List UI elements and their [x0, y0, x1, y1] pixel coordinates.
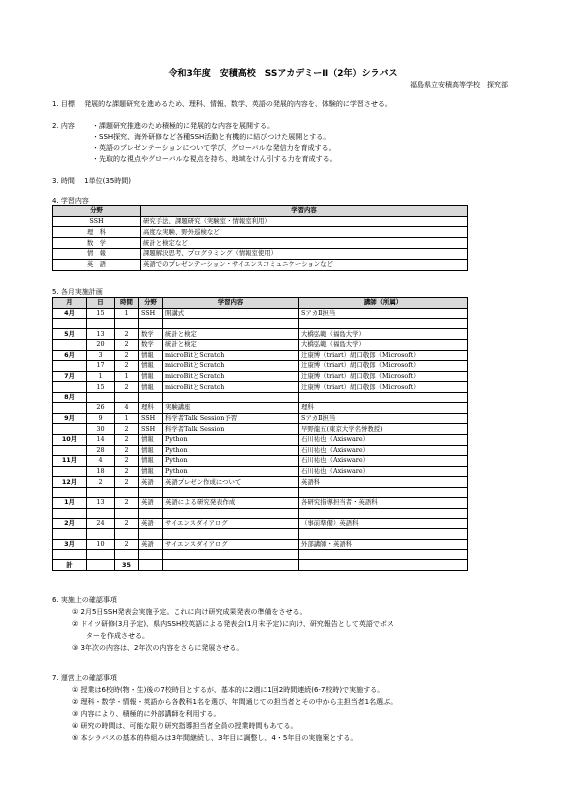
schedule-content: 英語プレゼン作成について [163, 477, 299, 488]
schedule-month [53, 382, 87, 393]
schedule-day: 13 [87, 498, 115, 509]
schedule-row [53, 434, 468, 445]
school-name: 福島県立安積高等学校 探究部 [410, 81, 508, 89]
schedule-day: 28 [87, 445, 115, 456]
schedule-field: SSH [139, 424, 163, 435]
notes-item: ターを作成させる。 [86, 632, 149, 640]
schedule-field [139, 529, 163, 539]
schedule-col-day: 日 [87, 298, 115, 309]
learning-content: 高度な実験、野外巡検など [141, 227, 468, 238]
schedule-field [139, 487, 163, 497]
schedule-row [53, 382, 468, 393]
schedule-hours: 2 [115, 498, 139, 509]
schedule-content: 科学者Talk Session [163, 424, 299, 435]
schedule-col-teacher: 講師（所属） [299, 298, 468, 309]
schedule-month [53, 445, 87, 456]
operation-heading: 7. 運営上の確認事項 [52, 674, 117, 682]
schedule-field [139, 550, 163, 560]
schedule-month [53, 361, 87, 372]
schedule-content: 統計と検定 [163, 339, 299, 350]
schedule-header-row [53, 298, 468, 309]
schedule-day: 2 [87, 477, 115, 488]
schedule-hours: 2 [115, 434, 139, 445]
schedule-hours [115, 529, 139, 539]
schedule-row [53, 456, 468, 467]
schedule-content: サイエンスダイアログ [163, 539, 299, 550]
schedule-field: 英語 [139, 518, 163, 529]
schedule-row [53, 518, 468, 529]
schedule-hours: 2 [115, 382, 139, 393]
content-item: ・先取的な視点やグローバルな視点を持ち、地域をけん引する力を育成する。 [92, 155, 337, 163]
schedule-hours [115, 319, 139, 329]
schedule-month: 4月 [53, 308, 87, 319]
schedule-row [53, 350, 468, 361]
schedule-field [139, 508, 163, 518]
learning-row [53, 238, 468, 249]
schedule-teacher: 石川祐也（Axisware） [299, 445, 468, 456]
operation-item: ② 理科・数学・情報・英語から各教科1名を選び、年間通じての担当者とその中から主担当者1名選ぶ。 [72, 698, 398, 706]
schedule-field [139, 392, 163, 402]
schedule-content [163, 487, 299, 497]
schedule-month: 12月 [53, 477, 87, 488]
schedule-day: 15 [87, 382, 115, 393]
schedule-month [53, 339, 87, 350]
schedule-month: 9月 [53, 413, 87, 424]
content-item: ・英語のプレゼンテーションについて学び、グローバルな発信力を育成する。 [92, 144, 336, 152]
schedule-hours: 2 [115, 445, 139, 456]
schedule-day: 24 [87, 518, 115, 529]
schedule-content: Python [163, 456, 299, 467]
schedule-row [53, 329, 468, 340]
schedule-hours: 2 [115, 466, 139, 477]
schedule-content: 英語による研究発表作成 [163, 498, 299, 509]
schedule-teacher: SアカⅡ担当 [299, 308, 468, 319]
schedule-hours: 1 [115, 308, 139, 319]
schedule-hours: 2 [115, 350, 139, 361]
schedule-field: 数学 [139, 329, 163, 340]
learning-row [53, 259, 468, 270]
schedule-hours: 2 [115, 477, 139, 488]
hours-text: 1単位(35時間) [84, 177, 131, 185]
schedule-row [53, 308, 468, 319]
schedule-day: 17 [87, 361, 115, 372]
schedule-field: SSH [139, 413, 163, 424]
schedule-field: 情報 [139, 371, 163, 382]
schedule-row [53, 361, 468, 372]
schedule-row [53, 392, 468, 402]
schedule-teacher: SアカⅡ担当 [299, 413, 468, 424]
schedule-teacher: 理科 [299, 403, 468, 414]
schedule-col-hours: 時間 [115, 298, 139, 309]
schedule-teacher: 石川祐也（Axisware） [299, 434, 468, 445]
schedule-teacher [299, 319, 468, 329]
learning-content: 統計と検定など [141, 238, 468, 249]
schedule-day [87, 529, 115, 539]
schedule-teacher [299, 550, 468, 560]
schedule-month: 7月 [53, 371, 87, 382]
schedule-content: 科学者Talk Session予習 [163, 413, 299, 424]
schedule-day: 1 [87, 371, 115, 382]
schedule-field: 情報 [139, 466, 163, 477]
schedule-day: 15 [87, 308, 115, 319]
schedule-hours: 1 [115, 371, 139, 382]
schedule-month: 3月 [53, 539, 87, 550]
schedule-teacher: 早野龍五(東京大学名誉教授) [299, 424, 468, 435]
schedule-day: 20 [87, 339, 115, 350]
schedule-field: 情報 [139, 382, 163, 393]
schedule-row [53, 339, 468, 350]
schedule-month: 1月 [53, 498, 87, 509]
total-label: 計 [53, 560, 87, 571]
schedule-hours: 2 [115, 456, 139, 467]
schedule-day [87, 487, 115, 497]
notes-item: ① 2月5日SSH発表会実施予定。これに向け研究成果発表の準備をさせる。 [72, 608, 307, 616]
schedule-field: 情報 [139, 361, 163, 372]
schedule-content: microBitとScratch [163, 382, 299, 393]
schedule-row [53, 413, 468, 424]
schedule-content [163, 319, 299, 329]
schedule-field [139, 319, 163, 329]
schedule-table [52, 297, 468, 571]
schedule-hours: 2 [115, 361, 139, 372]
schedule-month [53, 466, 87, 477]
learning-table [52, 205, 468, 271]
schedule-teacher: （事前準備）英語科 [299, 518, 468, 529]
schedule-day: 26 [87, 403, 115, 414]
schedule-row [53, 403, 468, 414]
goal-text: 発展的な課題研究を進めるため、理科、情報、数学、英語の発展的内容を、体験的に学習させる。 [84, 100, 392, 108]
schedule-teacher: 石川祐也（Axisware） [299, 466, 468, 477]
schedule-hours: 2 [115, 539, 139, 550]
schedule-field: 情報 [139, 456, 163, 467]
total-hours: 35 [115, 560, 139, 571]
schedule-content: Python [163, 445, 299, 456]
learning-field: 理 科 [53, 227, 141, 238]
schedule-field: 英語 [139, 477, 163, 488]
schedule-row [53, 529, 468, 539]
schedule-row [53, 371, 468, 382]
total-field-cell [139, 560, 163, 571]
schedule-day: 14 [87, 434, 115, 445]
schedule-field: 理科 [139, 403, 163, 414]
schedule-day: 4 [87, 456, 115, 467]
schedule-content: 実験講座 [163, 403, 299, 414]
learning-content: 英語でのプレゼンテーション・サイエンスコミュニケーションなど [141, 259, 468, 270]
learning-content: 研究手法、課題研究（実験室・情報室利用） [141, 216, 468, 227]
schedule-content: 開講式 [163, 308, 299, 319]
schedule-hours: 2 [115, 518, 139, 529]
schedule-day [87, 319, 115, 329]
schedule-hours: 2 [115, 339, 139, 350]
schedule-month: 8月 [53, 392, 87, 402]
schedule-teacher: 辻康博（triart）胡口敬郎（Microsoft） [299, 382, 468, 393]
page-title: 令和3年度 安積高校 SSアカデミーⅡ（2年）シラバス [168, 69, 398, 79]
total-content-cell [163, 560, 299, 571]
schedule-col-content: 学習内容 [163, 298, 299, 309]
notes-item: ③ 3年次の内容は、2年次の内容をさらに発展させる。 [72, 644, 244, 652]
schedule-row [53, 550, 468, 560]
schedule-content [163, 550, 299, 560]
schedule-month [53, 550, 87, 560]
schedule-hours [115, 550, 139, 560]
schedule-month: 6月 [53, 350, 87, 361]
schedule-row [53, 487, 468, 497]
schedule-content: microBitとScratch [163, 361, 299, 372]
schedule-month [53, 487, 87, 497]
schedule-day: 30 [87, 424, 115, 435]
schedule-row [53, 508, 468, 518]
content-item: ・SSH探究、海外研修など各種SSH活動と有機的に結びつけた展開とする。 [92, 133, 331, 141]
learning-field: 英 語 [53, 259, 141, 270]
schedule-teacher [299, 529, 468, 539]
schedule-month [53, 529, 87, 539]
schedule-total-row [53, 560, 468, 571]
schedule-field: 英語 [139, 498, 163, 509]
schedule-teacher: 大橋弘範（福島大学） [299, 339, 468, 350]
schedule-row [53, 539, 468, 550]
schedule-teacher: 石川祐也（Axisware） [299, 456, 468, 467]
operation-item: ⑤ 本シラバスの基本的枠組みは3年間継続し、3年目に調整し、4・5年目の実施案とする。 [72, 734, 358, 742]
learning-col-content: 学習内容 [141, 206, 468, 217]
schedule-field: 英語 [139, 539, 163, 550]
schedule-hours [115, 487, 139, 497]
schedule-teacher: 外部講師・英語科 [299, 539, 468, 550]
schedule-hours: 2 [115, 424, 139, 435]
schedule-content: サイエンスダイアログ [163, 518, 299, 529]
schedule-month: 2月 [53, 518, 87, 529]
schedule-teacher: 辻康博（triart）胡口敬郎（Microsoft） [299, 361, 468, 372]
schedule-month [53, 403, 87, 414]
schedule-month [53, 508, 87, 518]
learning-row [53, 216, 468, 227]
schedule-field: 数学 [139, 339, 163, 350]
schedule-month: 11月 [53, 456, 87, 467]
notes-heading: 6. 実施上の確認事項 [52, 596, 117, 604]
schedule-content [163, 508, 299, 518]
schedule-content: Python [163, 434, 299, 445]
schedule-content: 統計と検定 [163, 329, 299, 340]
goal-section [52, 99, 392, 109]
schedule-col-month: 月 [53, 298, 87, 309]
learning-col-field: 分野 [53, 206, 141, 217]
schedule-content: Python [163, 466, 299, 477]
total-day-cell [87, 560, 115, 571]
learning-field: 数 学 [53, 238, 141, 249]
schedule-day: 9 [87, 413, 115, 424]
schedule-row [53, 477, 468, 488]
learning-content: 課題解決思考、プログラミング（情報室使用） [141, 248, 468, 259]
schedule-month [53, 319, 87, 329]
schedule-row [53, 466, 468, 477]
notes-item: ② ドイツ研修(3月予定)、県内SSH校英語による発表会(1月末予定)に向け、研究報告として英語でポス [72, 620, 394, 628]
schedule-row [53, 498, 468, 509]
total-teacher-cell [299, 560, 468, 571]
schedule-teacher: 大橋弘範（福島大学） [299, 329, 468, 340]
schedule-month: 10月 [53, 434, 87, 445]
operation-item: ① 授業は6校時(物・生)後の7校時目とするが、基本的に2週に1回2時間連続(6-7校時)で実施する。 [72, 686, 385, 694]
schedule-day: 3 [87, 350, 115, 361]
learning-row [53, 227, 468, 238]
goal-heading: 1. 目標 [52, 100, 75, 108]
learning-field: SSH [53, 216, 141, 227]
learning-field: 情 報 [53, 248, 141, 259]
schedule-col-field: 分野 [139, 298, 163, 309]
schedule-field: SSH [139, 308, 163, 319]
schedule-content [163, 392, 299, 402]
schedule-field: 情報 [139, 434, 163, 445]
schedule-field: 情報 [139, 445, 163, 456]
schedule-content [163, 529, 299, 539]
schedule-row [53, 424, 468, 435]
schedule-heading: 5. 各月実施計画 [52, 288, 103, 296]
schedule-day: 10 [87, 539, 115, 550]
content-heading: 2. 内容 [52, 122, 75, 130]
content-item: ・課題研究推進のため積極的に発展的な内容を展開する。 [92, 122, 274, 130]
schedule-hours: 4 [115, 403, 139, 414]
schedule-month [53, 424, 87, 435]
schedule-hours: 1 [115, 413, 139, 424]
schedule-day: 13 [87, 329, 115, 340]
hours-section [52, 176, 131, 186]
schedule-teacher [299, 487, 468, 497]
operation-item: ③ 内容により、積極的に外部講師を利用する。 [72, 710, 221, 718]
schedule-month: 5月 [53, 329, 87, 340]
schedule-teacher [299, 508, 468, 518]
learning-heading: 4. 学習内容 [52, 197, 89, 205]
operation-item: ④ 研究の時間は、可能な限り研究指導担当者全員の授業時間もあてる。 [72, 722, 298, 730]
learning-header-row [53, 206, 468, 217]
learning-row [53, 248, 468, 259]
hours-heading: 3. 時間 [52, 177, 75, 185]
schedule-hours: 2 [115, 329, 139, 340]
schedule-teacher: 各研究指導担当者・英語科 [299, 498, 468, 509]
schedule-content: microBitとScratch [163, 371, 299, 382]
schedule-hours [115, 392, 139, 402]
schedule-row [53, 319, 468, 329]
schedule-day [87, 550, 115, 560]
schedule-teacher: 辻康博（triart）胡口敬郎（Microsoft） [299, 371, 468, 382]
schedule-teacher [299, 392, 468, 402]
schedule-day [87, 508, 115, 518]
schedule-row [53, 445, 468, 456]
schedule-teacher: 辻康博（triart）胡口敬郎（Microsoft） [299, 350, 468, 361]
schedule-teacher: 英語科 [299, 477, 468, 488]
schedule-day [87, 392, 115, 402]
schedule-field: 情報 [139, 350, 163, 361]
schedule-hours [115, 508, 139, 518]
schedule-day: 18 [87, 466, 115, 477]
schedule-content: microBitとScratch [163, 350, 299, 361]
